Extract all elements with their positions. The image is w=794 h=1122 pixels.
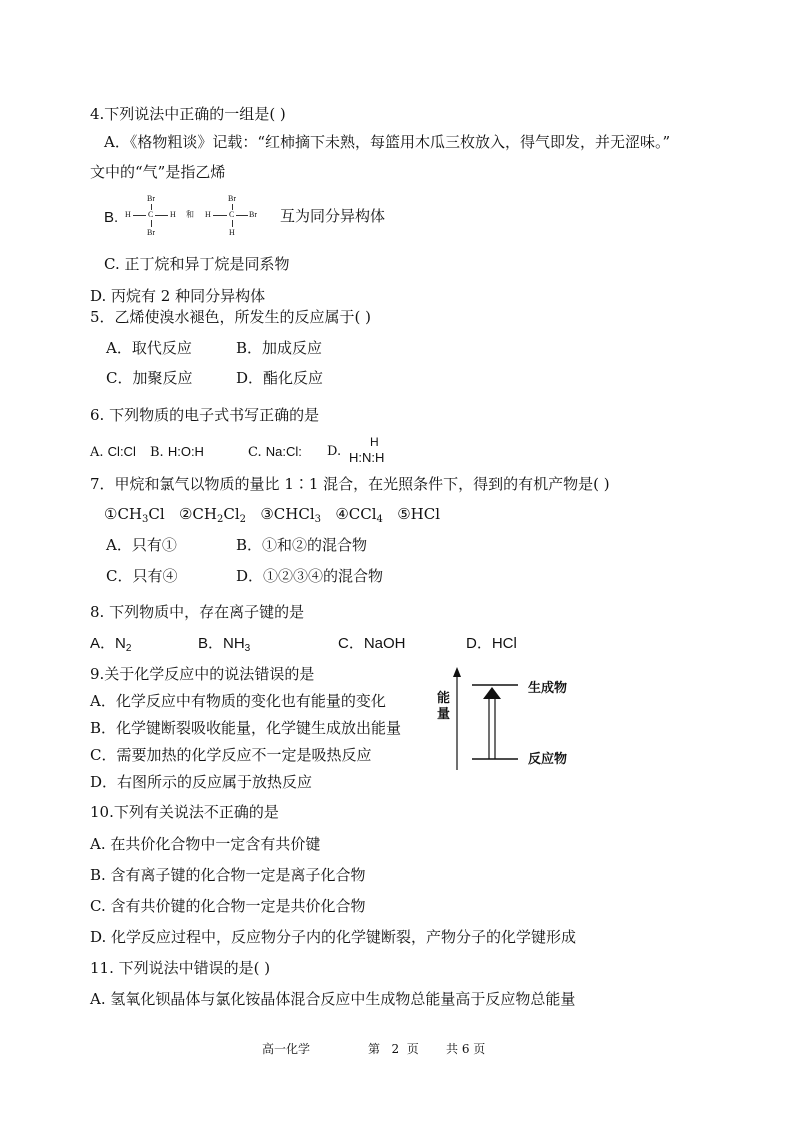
q5-stem: 5．乙烯使溴水褪色，所发生的反应属于( ) xyxy=(90,308,372,326)
footer-page: 第 2 页 xyxy=(368,1042,419,1056)
q6-option-b: B. H:O:H xyxy=(150,444,204,460)
q11-stem: 11. 下列说法中错误的是( ) xyxy=(90,959,271,977)
q6-option-d-label: D. xyxy=(327,444,342,459)
q4-option-a-line1: A．《格物粗谈》记载：“红柿摘下未熟，每篮用木瓜三枚放入，得气即发，并无涩味。” xyxy=(104,133,671,151)
q4-option-c: C. 正丁烷和异丁烷是同系物 xyxy=(104,255,290,273)
q10-option-c: C. 含有共价键的化合物一定是共价化合物 xyxy=(90,897,366,915)
q5-option-b: B．加成反应 xyxy=(236,339,323,357)
q7-products: $①CH_3Cl$ $②CH_2Cl_2$ ③CHCl$_3$ ④CCl$_4$ ⑤HCl xyxy=(104,505,441,525)
q10-option-d: D. 化学反应过程中，反应物分子内的化学键断裂，产物分子的化学键形成 xyxy=(90,928,577,946)
product-label: 生成物 xyxy=(528,680,568,695)
q10-stem: 10.下列有关说法不正确的是 xyxy=(90,803,279,821)
q4-option-b-text: 互为同分异构体 xyxy=(280,207,386,225)
q7-option-d: D．①②③④的混合物 xyxy=(236,567,384,585)
energy-diagram-svg xyxy=(450,665,530,775)
q10-option-a: A. 在共价化合物中一定含有共价键 xyxy=(90,835,321,853)
q8-option-a: A．$N_2$ xyxy=(90,635,132,654)
q6-option-d-formula: H:N:H xyxy=(349,450,385,465)
q9-option-d: D．右图所示的反应属于放热反应 xyxy=(90,773,313,791)
q8-option-b: B．$NH_3$ xyxy=(198,635,251,654)
q9-option-c: C．需要加热的化学反应不一定是吸热反应 xyxy=(90,746,372,764)
q4-stem: 4.下列说法中正确的一组是( ) xyxy=(90,105,286,123)
q4-option-d: D. 丙烷有 2 种同分异构体 xyxy=(90,287,266,305)
q8-option-d: D．HCl xyxy=(466,635,517,652)
q8-option-c: C．NaOH xyxy=(338,635,406,652)
reactant-label: 反应物 xyxy=(528,751,568,766)
q8-stem: 8. 下列物质中，存在离子键的是 xyxy=(90,603,305,621)
q10-option-b: B. 含有离子键的化合物一定是离子化合物 xyxy=(90,866,366,884)
footer-subject: 高一化学 xyxy=(262,1042,311,1056)
q5-option-d: D．酯化反应 xyxy=(236,369,324,387)
q6-stem: 6. 下列物质的电子式书写正确的是 xyxy=(90,406,320,424)
q5-option-a: A．取代反应 xyxy=(106,339,192,357)
q4-option-a-line2: 文中的“气”是指乙烯 xyxy=(90,163,226,181)
q7-option-c: C．只有④ xyxy=(106,567,178,585)
q6-option-c: C. Na:Cl: xyxy=(248,444,302,460)
q4-and: 和 xyxy=(186,210,194,219)
q9-option-b: B．化学键断裂吸收能量，化学键生成放出能量 xyxy=(90,719,402,737)
q11-option-a: A. 氢氧化钡晶体与氯化铵晶体混合反应中生成物总能量高于反应物总能量 xyxy=(90,990,576,1008)
q6-option-a: A. Cl:Cl xyxy=(90,444,136,460)
q5-option-c: C．加聚反应 xyxy=(106,369,193,387)
q6-option-d-top: H xyxy=(370,435,379,449)
q4-option-b-label: B. xyxy=(104,209,119,226)
footer-total: 共 6 页 xyxy=(446,1042,486,1056)
q9-stem: 9.关于化学反应中的说法错误的是 xyxy=(90,665,315,683)
energy-axis-label: 能量 xyxy=(437,690,451,721)
q7-stem: 7．甲烷和氯气以物质的量比 1∶1 混合，在光照条件下，得到的有机产物是( ) xyxy=(90,475,610,493)
q9-option-a: A．化学反应中有物质的变化也有能量的变化 xyxy=(90,692,386,710)
exam-page: 4.下列说法中正确的一组是( ) A．《格物粗谈》记载：“红柿摘下未熟，每篮用木瓜三枚放入，得气即发，并无涩味。” 文中的“气”是指乙烯 B. Br H C H Br 和 Br H C Br H 互为同分异构体 C. 正丁烷和异丁烷是同系物 D. 丙烷有 2 种同分异构体 5．乙烯使溴水褪色，所发生的反应属于( ) A．取代反应 B．加成反应 C．加聚反应 D．酯化反应 6. 下列物质的电子式书写正确的是 A. Cl:Cl B. H:O:H C. Na:Cl: D. H H:N:H 7．甲烷和氯气以物质的量比 1∶1 混合，在光照条件下，得到的有机产物是( ) $①CH_3Cl$ $②CH_2Cl_2$ ③CHCl$_3$ ④CCl$_4$ ⑤HCl A．只有① B．①和②的混合物 C．只有④ D．①②③④的混合物 8. 下列物质中，存在离子键的是 A．$N_2$ B．$NH_3$ C．NaOH D．HCl 9.关于化学反应中的说法错误的是 A．化学反应中有物质的变化也有能量的变化 B．化学键断裂吸收能量，化学键生成放出能量 C．需要加热的化学反应不一定是吸热反应 D．右图所示的反应属于放热反应 能量 生成物 反应物 10.下列有关说法不正确的是 A. 在共价化合物中一定含有共价键 B. 含有离子键的化合物一定是离子化合物 C. 含有共价键的化合物一定是共价化合物 D. 化学反应过程中，反应物分子内的化学键断裂，产物分子的化学键形成 11. 下列说法中错误的是( ) A. 氢氧化钡晶体与氯化铵晶体混合反应中生成物总能量高于反应物总能量 高一化学 第 2 页 共 6 页 xyxy=(90,105,671,1056)
q7-option-b: B．①和②的混合物 xyxy=(236,536,368,554)
q7-option-a: A．只有① xyxy=(106,536,177,554)
